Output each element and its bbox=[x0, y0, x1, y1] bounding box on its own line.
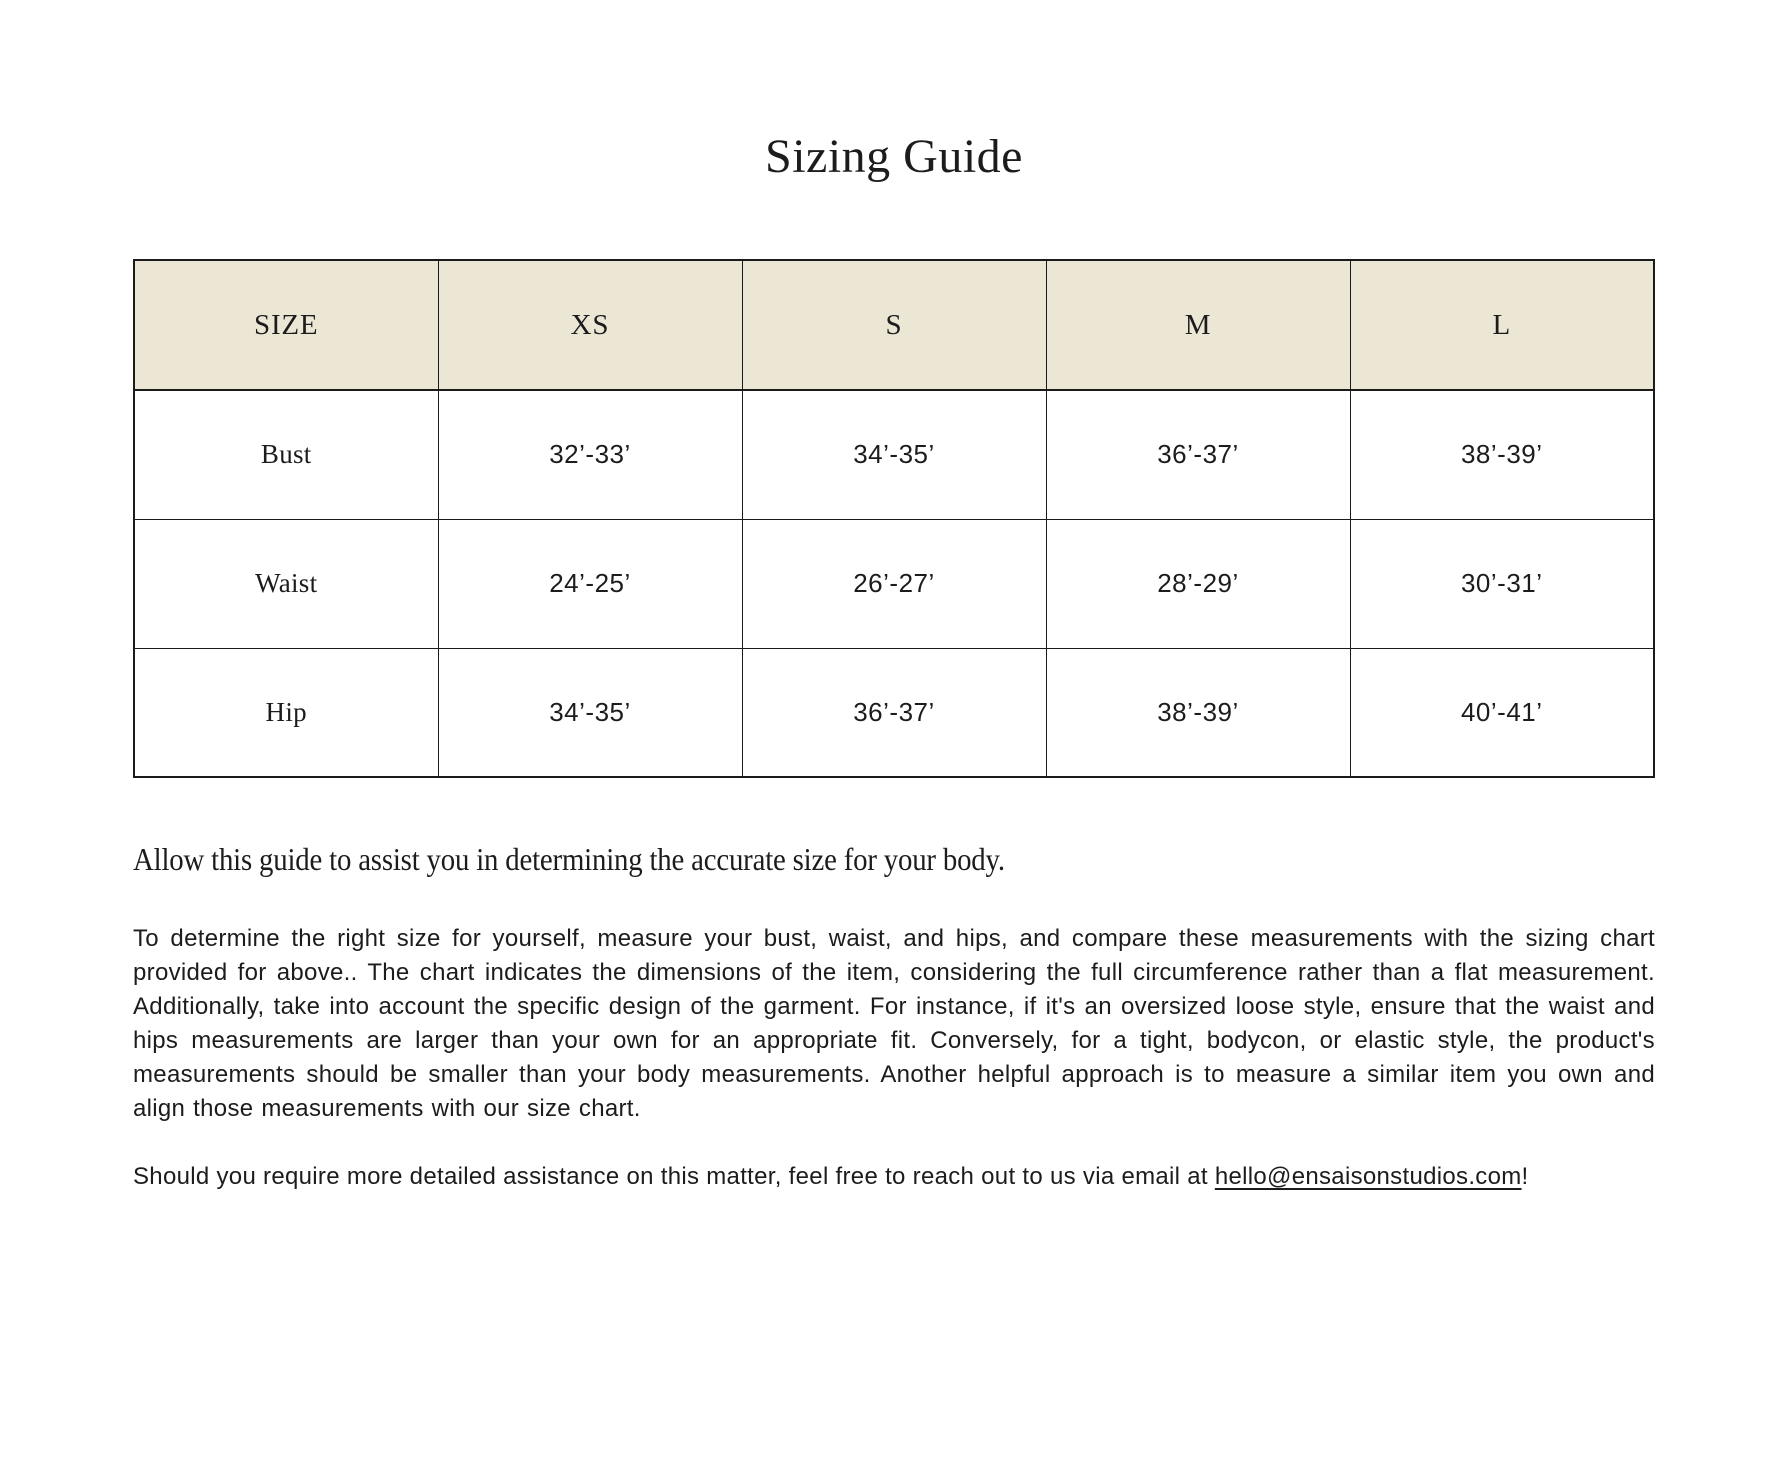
cell-hip-l: 40’-41’ bbox=[1350, 648, 1654, 777]
column-header-size: SIZE bbox=[134, 260, 438, 390]
contact-line bbox=[133, 1160, 1655, 1194]
column-header-xs: XS bbox=[438, 260, 742, 390]
contact-text-suffix: ! bbox=[1521, 1163, 1529, 1190]
size-table bbox=[133, 259, 1655, 778]
row-label-hip: Hip bbox=[134, 648, 438, 777]
column-header-l: L bbox=[1350, 260, 1654, 390]
cell-hip-s: 36’-37’ bbox=[742, 648, 1046, 777]
cell-hip-xs: 34’-35’ bbox=[438, 648, 742, 777]
row-label-bust: Bust bbox=[134, 390, 438, 519]
cell-waist-xs: 24’-25’ bbox=[438, 519, 742, 648]
cell-bust-s: 34’-35’ bbox=[742, 390, 1046, 519]
column-header-m: M bbox=[1046, 260, 1350, 390]
size-table-body bbox=[134, 390, 1654, 777]
cell-bust-m: 36’-37’ bbox=[1046, 390, 1350, 519]
sizing-guide-page bbox=[0, 126, 1792, 1194]
row-label-waist: Waist bbox=[134, 519, 438, 648]
contact-text-prefix: Should you require more detailed assistance on this matter, feel free to reach out to us via email at bbox=[133, 1163, 1215, 1190]
size-table-header-row bbox=[134, 260, 1654, 390]
cell-waist-m: 28’-29’ bbox=[1046, 519, 1350, 648]
table-row-waist bbox=[134, 519, 1654, 648]
cell-bust-l: 38’-39’ bbox=[1350, 390, 1654, 519]
sizing-instructions-paragraph: To determine the right size for yourself, measure your bust, waist, and hips, and compare these measurements with the sizing chart provided for above.. The chart indicates the dimensions of the item, considering the full circumference rather than a flat measurement. Additionally, take into account the specific design of the garment. For instance, if it's an oversized loose style, ensure that the waist and hips measurements are larger than your own for an appropriate fit. Conversely, for a tight, bodycon, or elastic style, the product's measurements should be smaller than your body measurements. Another helpful approach is to measure a similar item you own and align those measurements with our size chart. bbox=[133, 925, 1655, 1122]
cell-bust-xs: 32’-33’ bbox=[438, 390, 742, 519]
page-title: Sizing Guide bbox=[765, 130, 1023, 183]
cell-waist-s: 26’-27’ bbox=[742, 519, 1046, 648]
table-row-bust bbox=[134, 390, 1654, 519]
size-table-head bbox=[134, 260, 1654, 390]
guide-subheading: Allow this guide to assist you in determining the accurate size for your body. bbox=[133, 841, 1005, 877]
column-header-s: S bbox=[742, 260, 1046, 390]
cell-hip-m: 38’-39’ bbox=[1046, 648, 1350, 777]
cell-waist-l: 30’-31’ bbox=[1350, 519, 1654, 648]
table-row-hip bbox=[134, 648, 1654, 777]
contact-email-link[interactable]: hello@ensaisonstudios.com bbox=[1214, 1163, 1522, 1190]
